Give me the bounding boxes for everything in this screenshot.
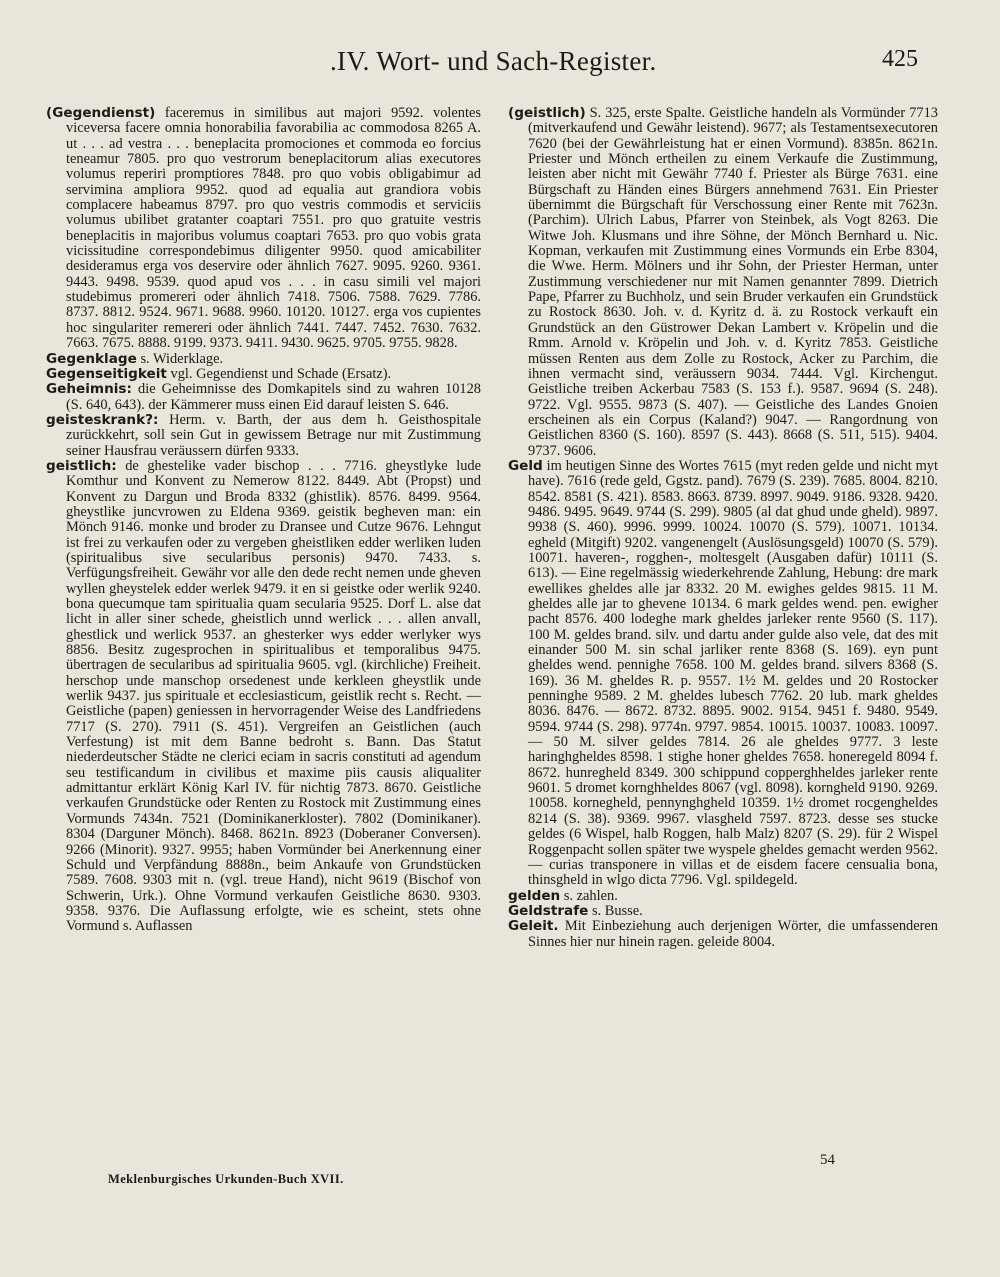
- index-entry: [46, 367, 481, 382]
- entry-headword: Geleit.: [508, 918, 559, 935]
- page-title: .IV. Wort- und Sach-Register.: [330, 46, 657, 76]
- entry-text: Mit Einbeziehung auch derjenigen Wörter, die umfassenderen Sinnes hier nur hinein ragen. geleide 8004.: [528, 918, 938, 950]
- entry-headword: gelden: [508, 887, 561, 904]
- entry-headword: Gegenklage: [46, 350, 137, 367]
- index-entry: [508, 904, 938, 919]
- entry-text: vgl. Gegendienst und Schade (Ersatz).: [166, 365, 392, 382]
- right-column: [508, 106, 938, 950]
- sheet-signature: 54: [820, 1152, 835, 1168]
- index-entry: [508, 106, 938, 459]
- entry-headword: (Gegendienst): [46, 105, 156, 121]
- footer-book-title: Meklenburgisches Urkunden-Buch XVII.: [108, 1172, 344, 1186]
- entry-text: s. Widerklage.: [136, 350, 224, 367]
- entry-headword: Geldstrafe: [508, 902, 589, 919]
- entry-headword: Gegenseitigkeit: [46, 365, 167, 382]
- entry-headword: Geheimnis:: [46, 381, 132, 398]
- index-entry: [46, 413, 481, 459]
- entry-text: s. zahlen.: [560, 887, 618, 904]
- index-entry: [46, 459, 481, 935]
- index-entry: [46, 382, 481, 413]
- left-column: [46, 106, 481, 935]
- entry-text: s. Busse.: [588, 902, 643, 919]
- entry-text: im heutigen Sinne des Wortes 7615 (myt reden gelde und nicht myt have). 7616 (rede geld, Ggstz. pand). 7679 (S. 239). 7685. 8004. 8210. 8542. 8581 (S. 421). 8583. 8663. 8739. 8997. 9049. 9186. 9328. 9420. 9486. 9495. 9649. 9744 (S. 299). 9805 (al dat ghud unde gheld). 9897. 9938 (S. 460). 9996. 9999. 10024. 10070 (S. 579). 10071. 10134. egheld (Mitgift) 9202. vangenengelt (Auslösungsgeld) 10070 (S. 579). 10071. haveren-, rogghen-, moltesgelt (Ausgaben dafür) 10111 (S. 613). — Eine regelmässig wiederkehrende Zahlung, Hebung: dre mark ewellikes gheldes alle jar 8332. 20 M. ewighes geldes 9815. 11 M. gheldes alle jar to ghevene 10134. 6 mark geldes wend. pen. ewigher pacht 8576. 400 lodeghe mark gheldes jarleker rente 9560 (S. 117). 100 M. geldes brand. silv. und dartu ander gulde also vele, dat des mit einander 500 M. sin schal jarliker rente 8368 (S. 169). eyn punt gheldes wend. pennighe 7658. 100 M. geldes brand. silvers 8368 (S. 169). 36 M. gheldes R. p. 9557. 1½ M. geldes und 20 Rostocker penninghe 9589. 2 M. gheldes lubesch 7762. 20 lub. mark gheldes 8036. 8476. — 8672. 8732. 8895. 9002. 9154. 9451 f. 9480. 9549. 9594. 9744 (S. 298). 9774n. 9797. 9854. 10015. 10037. 10083. 10097. — 50 M. silver geldes 7814. 26 ale gheldes 9777. 3 leste haringhgheldes 8598. 1 stighe honer gheldes 7658. honeregeld 8094 f. 8672. hunregheld 8349. 300 schippund copperghheldes jarleker rente 9601. 5 dromet kornghheldes 8067 (vgl. 8098). korngheld 9190. 9269. 10058. kornegheld, pennynghgheld 10359. 1½ dromet rocgengheldes 8214 (S. 38). 9369. 9967. vlasgheld 7597. 8723. desse ses stucke geldes (6 Wispel, halb Roggen, halb Malz) 8207 (S. 29). für 2 Wispel Roggenpacht sollen später twe wyspele gheldes gemacht werden 9562. — curias transponere in villas et de eisdem facere censualia bona, thinsgheld in wlgo dicta 7796. Vgl. spildegeld.: [528, 457, 938, 889]
- index-entry: [508, 889, 938, 904]
- entry-text: faceremus in similibus aut majori 9592. volentes viceversa facere omnia honorabilia favorabilia ac commodosa 8265 A. ut . . . ad vestra . . . beneplacita promociones et commoda eo forcius teneamur 7805. pro quo vestrorum beneplacitorum alias executores volumus reperiri promptiores 7848. pro quo vobis obligabimur ad servimina ampliora 9952. quod ad equalia aut grandiora vobis complacere habeamus 8797. pro quo vestris commodis et serviciis volumus ubilibet gratanter coaptari 7551. pro quo gratuite vestris beneplacitis in majoribus volumus coaptari 7653. pro quo vobis grata vicissitudine correspondebimus diligenter 9950. quod amicabiliter desideramus erga vos deservire oder ähnlich 7627. 9095. 9260. 9361. 9443. 9498. 9539. quod apud vos . . . in casu simili vel majori studebimus promereri oder ähnlich 7418. 7506. 7588. 7629. 7786. 8737. 8812. 9524. 9671. 9688. 9960. 10120. 10127. erga vos cupientes hoc singulariter remereri oder ähnlich 7441. 7447. 7452. 7630. 7632. 7663. 7675. 8888. 9199. 9373. 9411. 9430. 9625. 9705. 9755. 9828.: [66, 105, 481, 352]
- entry-headword: geisteskrank?:: [46, 411, 159, 428]
- entry-text: Herm. v. Barth, der aus dem h. Geisthospitale zurückkehrt, soll sein Gut in gewissem Betrage nur mit Zustimmung seiner Hausfrau veräussern dürfen 9333.: [66, 411, 481, 459]
- entry-text: de ghestelike vader bischop . . . 7716. gheystlyke lude Komthur und Konvent zu Nemerow 8122. 8449. Abt (Propst) und Konvent zu Dargun und Broda 8332 (ghistlik). 8576. 8499. 9564. gheystlike juncvrowen zu Eldena 9369. geistik begheven man: ein Mönch 9146. monke und broder zu Dransee und Cutze 9676. Lehngut ist frei zu verkaufen oder zu vergeben gheistliken edder werliken luden (spiritualibus sive secularibus personis) 9470. 7433. s. Verfügungsfreiheit. Gewähr vor alle den dede recht nemen unde gheven wyllen gheystelek edder werlek 9479. it en si geistke oder werlik 9240. bona quecumque tam spiritualia quam secularia 9525. Dorf L. alse dat licht in aller siner schede, gheistlich unnd werlick . . . allen anvall, ghestlick und werlick 9537. an ghesterker wys edder werlyker wys 8856. Besitz zugesprochen in spiritualibus et temporalibus 9475. übertragen de secularibus ad spiritualia 9605. vgl. (kirchliche) Freiheit. herschop unde manschop orsedenest unde kerkleen gheystlik unde werlik 9437. jus spirituale et ecclesiasticum, geistlik recht s. Recht. — Geistliche (papen) geniessen in hervorragender Weise des Landfriedens 7717 (S. 270). 7911 (S. 451). Vergreifen an Geistlichen (auch Verfestung) ist mit dem Banne bedroht s. Bann. Das Statut niederdeutscher Städte ne clerici eciam in sacris constituti ad agendum seu testificandum in civilibus et maxime piis causis aliqualiter admittantur erklärt König Karl IV. für nichtig 7873. 8670. Geistliche verkaufen Grundstücke oder Renten zu Rostock mit Zustimmung eines Vormunds 7434n. 7521 (Dominikanerkloster). 7802 (Dominikaner). 8304 (Darguner Mönch). 8468. 8621n. 8923 (Doberaner Conversen). 9266 (Minorit). 9327. 9955; haben Vormünder bei Anerkennung einer Schuld und Verpfändung 8888n., beim Ankaufe von Grundstücken 7589. 7608. 9303 mit n. (vgl. treue Hand), nicht 9619 (Bischof von Schwerin, Urk.). Ohne Vormund verkaufen Geistliche 8630. 9303. 9358. 9376. Die Auflassung erfolgte, wie es scheint, stets ohne Vormund s. Auflassen: [66, 457, 481, 935]
- index-entry: [508, 919, 938, 950]
- index-entry: [46, 106, 481, 352]
- index-entry: [46, 352, 481, 367]
- entry-headword: Geld: [508, 457, 543, 474]
- entry-text: die Geheimnisse des Domkapitels sind zu wahren 10128 (S. 640, 643). der Kämmerer muss einen Eid darauf leisten S. 646.: [66, 381, 481, 413]
- entry-headword: geistlich:: [46, 457, 117, 474]
- entry-text: S. 325, erste Spalte. Geistliche handeln als Vormünder 7713 (mitverkaufend und Gewähr leistend). 9677; als Testamentsexecutoren 7620 (bei der Gewährleistung hat er einen Vormund). 8385n. 8621n. Priester und Mönch ertheilen zu einem Verkaufe die Zustimmung, leisten aber nicht mit Gewähr 7740 f. Priester als Bürge 7631. eine Bürgschaft zu Händen eines Bürgers annehmend 7631. Ein Priester übernimmt die Bürgschaft für Verschossung einer Rente mit 7623n. (Parchim). Ulrich Labus, Pfarrer von Steinbek, als Vogt 8263. Die Witwe Joh. Klusmans und ihre Söhne, der Mönch Bernhard u. Nic. Kopman, verkaufen mit Zustimmung eines Vormunds ein Erbe 8304, die Wwe. Herm. Mölners und ihr Sohn, der Priester Herman, unter Zustimmung verschiedener nur mit Namen genannter 7899. Dietrich Pape, Pfarrer zu Buchholz, und sein Bruder verkaufen ein Grundstück zu Rostock 8630. Joh. v. d. Kyritz d. ä. zu Rostock verkauft ein Grundstück an den Güstrower Dekan Lambert v. Kröpelin und die Rmm. Arnold v. Kröpelin und Joh. v. d. Kyritz 7853. Geistliche müssen Renten aus dem Zolle zu Rostock, Acker zu Parchim, die ihnen vermacht sind, veräussern 9034. 7444. Vgl. Kirchengut. Geistliche treiben Ackerbau 7583 (S. 153 f.). 9587. 9694 (S. 248). 9722. Vgl. 9555. 9873 (S. 407). — Geistliche des Landes Gnoien erscheinen als ein Corpus (Kaland?) 9047. — Rangordnung von Geistlichen 8360 (S. 160). 8597 (S. 443). 8668 (S. 511, 515). 9404. 9737. 9606.: [528, 105, 938, 459]
- entry-headword: (geistlich): [508, 105, 586, 121]
- running-header: [0, 46, 1000, 86]
- index-entry: [508, 459, 938, 889]
- page-number: 425: [882, 46, 918, 72]
